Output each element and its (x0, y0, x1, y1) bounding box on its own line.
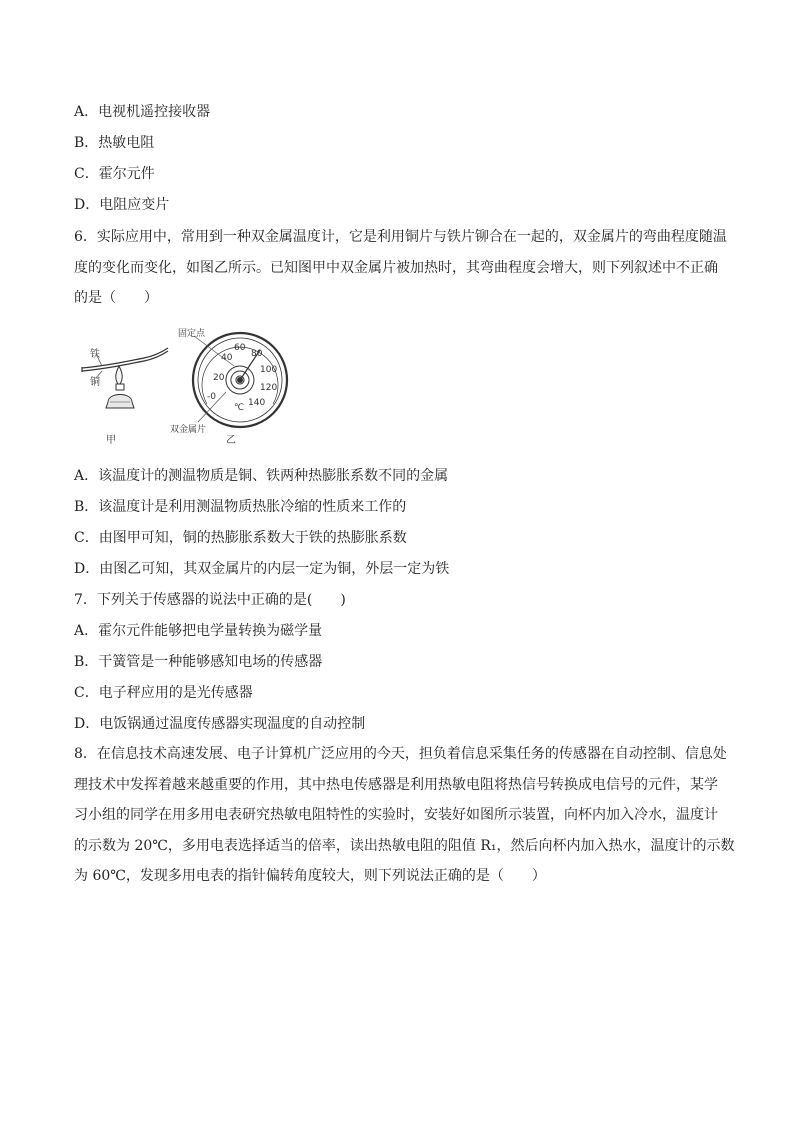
q8-stem-line: 的示数为 20℃，多用电表选择适当的倍率，读出热敏电阻的阻值 R₁，然后向杯内加入热水，温度计的示数 (74, 837, 735, 854)
q6-stem-line: 度的变化而变化，如图乙所示。已知图甲中双金属片被加热时，其弯曲程度会增大，则下列叙述中不正确 (74, 259, 718, 276)
q8-stem-line: 习小组的同学在用多用电表研究热敏电阻特性的实验时，安装好如图所示装置，向杯内加入冷水，温度计 (74, 807, 718, 823)
q8-stem-line: 为 60℃，发现多用电表的指针偏转角度较大，则下列说法正确的是（ ） (74, 868, 546, 884)
label-copper: 铜 (90, 377, 100, 388)
figure-yi (170, 327, 287, 446)
q7-stem: 7．下列关于传感器的说法中正确的是( ) (74, 592, 346, 608)
q8-stem (74, 739, 735, 892)
label-jia: 甲 (106, 435, 116, 446)
q5-option-b: B．热敏电阻 (74, 135, 155, 151)
q5-option-a: A．电视机遥控接收器 (74, 104, 211, 120)
dial-tick: 80 (251, 349, 263, 359)
q5-option-d: D．电阻应变片 (74, 197, 170, 213)
dial-tick: 120 (260, 383, 278, 393)
q6-figure (74, 322, 314, 450)
q8-stem-line: 理技术中发挥着越来越重要的作用，其中热电传感器是利用热敏电阻将热信号转换成电信号的元件，某学 (74, 776, 718, 793)
dial-tick: 40 (221, 353, 233, 363)
label-bimetal: 双金属片 (170, 425, 207, 435)
q7-option-c: C．电子秤应用的是光传感器 (74, 685, 253, 701)
label-fixed-point: 固定点 (178, 329, 206, 339)
q8-stem-line: 8．在信息技术高速发展、电子计算机广泛应用的今天，担负着信息采集任务的传感器在自动控制、信息处 (74, 746, 727, 762)
label-iron: 铁 (90, 349, 100, 360)
figure-jia (82, 347, 168, 446)
q7-option-b: B．干簧管是一种能够感知电场的传感器 (74, 654, 323, 670)
dial-unit: ℃ (234, 403, 245, 413)
q6-stem-line: 6．实际应用中，常用到一种双金属温度计，它是利用铜片与铁片铆合在一起的，双金属片的弯曲程度随温 (74, 229, 727, 245)
q6-option-c: C．由图甲可知，铜的热膨胀系数大于铁的热膨胀系数 (74, 530, 407, 546)
q6-option-d: D．由图乙可知，其双金属片的内层一定为铜，外层一定为铁 (74, 561, 450, 577)
q6-option-a: A．该温度计的测温物质是铜、铁两种热膨胀系数不同的金属 (74, 468, 449, 484)
q7-option-d: D．电饭锅通过温度传感器实现温度的自动控制 (74, 716, 366, 732)
dial-tick: 20 (213, 373, 225, 383)
label-yi: 乙 (226, 435, 236, 446)
q6-stem (74, 222, 727, 314)
q6-option-b: B．该温度计是利用测温物质热胀冷缩的性质来工作的 (74, 499, 407, 515)
dial-tick: 100 (260, 365, 278, 375)
q6-stem-line: 的是（ ） (74, 290, 158, 306)
dial-tick: 140 (248, 398, 266, 408)
q7-option-a: A．霍尔元件能够把电学量转换为磁学量 (74, 623, 323, 639)
q5-option-c: C．霍尔元件 (74, 166, 155, 182)
dial-tick: -0 (207, 392, 216, 402)
bimetal-thermometer-figure (74, 322, 314, 450)
dial-tick: 60 (234, 343, 246, 353)
